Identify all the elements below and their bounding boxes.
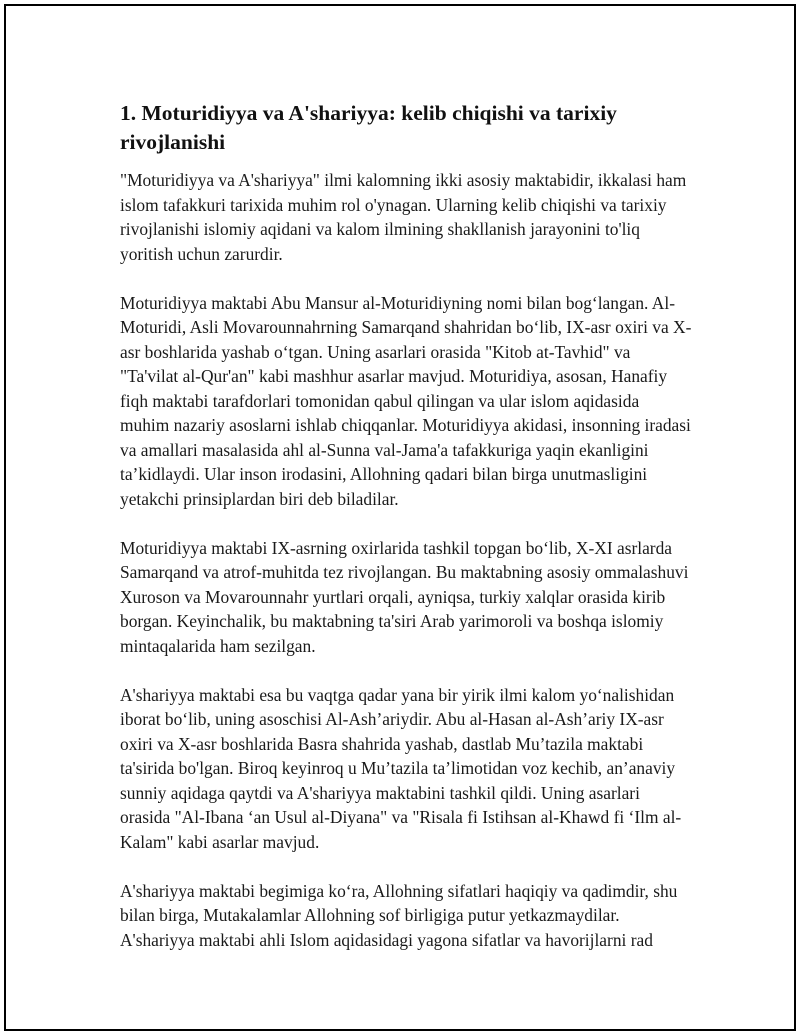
- document-body: [120, 99, 692, 977]
- paragraph-ashariyya-doctrine: A'shariyya maktabi begimiga ko‘ra, Allohning sifatlari haqiqiy va qadimdir, shu bilan birga, Mutakalamlar Allohning sof birligiga putur yetkazmaydilar. A'shariyya maktabi ahli Islom aqidasidagi yagona sifatlar va havorijlarni rad: [120, 880, 678, 950]
- paragraph-ashariyya-origin: A'shariyya maktabi esa bu vaqtga qadar yana bir yirik ilmi kalom yo‘nalishidan iborat bo‘lib, uning asoschisi Al-Ash’ariydir. Abu al-Hasan al-Ash’ariy IX-asr oxiri va X-asr boshlarida Basra shahrida yashab, dastlab Mu’tazila maktabi ta'sirida bo'lgan. Biroq keyinroq u Mu’tazila ta’limotidan voz kechib, an’anaviy sunniy aqidaga qaytdi va A'shariyya maktabini tashkil qildi. Uning asarlari orasida "Al-Ibana ‘an Usul al-Diyana" va "Risala fi Istihsan al-Khawd fi ‘Ilm al-Kalam" kabi asarlar mavjud.: [120, 684, 682, 852]
- section-title: 1. Moturidiyya va A'shariyya: kelib chiqishi va tarixiy rivojlanishi: [120, 101, 617, 154]
- page-frame: [4, 4, 796, 1031]
- paragraph-moturidiyya-spread: Moturidiyya maktabi IX-asrning oxirlarida tashkil topgan bo‘lib, X-XI asrlarda Samarqand va atrof-muhitda tez rivojlangan. Bu maktabning asosiy ommalashuvi Xuroson va Movarounnahr yurtlari orqali, ayniqsa, turkiy xalqlar orasida kirib borgan. Keyinchalik, bu maktabning ta'siri Arab yarimoroli va boshqa islomiy mintaqalarida ham sezilgan.: [120, 537, 689, 656]
- paragraph-intro: "Moturidiyya va A'shariyya" ilmi kalomning ikki asosiy maktabidir, ikkalasi ham islom tafakkuri tarixida muhim rol o'ynagan. Ularning kelib chiqishi va tarixiy rivojlanishi islomiy aqidani va kalom ilmining shakllanish jarayonini to'liq yoritish uchun zarurdir.: [120, 170, 687, 264]
- paragraph-moturidiyya-origin: Moturidiyya maktabi Abu Mansur al-Moturidiyning nomi bilan bog‘langan. Al-Moturidi, Asli Movarounnahrning Samarqand shahridan bo‘lib, IX-asr oxiri va X-asr boshlarida yashab o‘tgan. Uning asarlari orasida "Kitob at-Tavhid" va "Ta'vilat al-Qur'an" kabi mashhur asarlar mavjud. Moturidiya, asosan, Hanafiy fiqh maktabi tarafdorlari tomonidan qabul qilingan va ular islom aqidasida muhim nazariy asoslarni ishlab chiqqanlar. Moturidiyya akidasi, insonning iradasi va amallari masalasida ahl al-Sunna val-Jama'a tafakkuriga yaqin ekanligini ta’kidlaydi. Ular inson irodasini, Allohning qadari bilan birga unutmasligini yetakchi prinsiplardan biri deb biladilar.: [120, 292, 692, 509]
